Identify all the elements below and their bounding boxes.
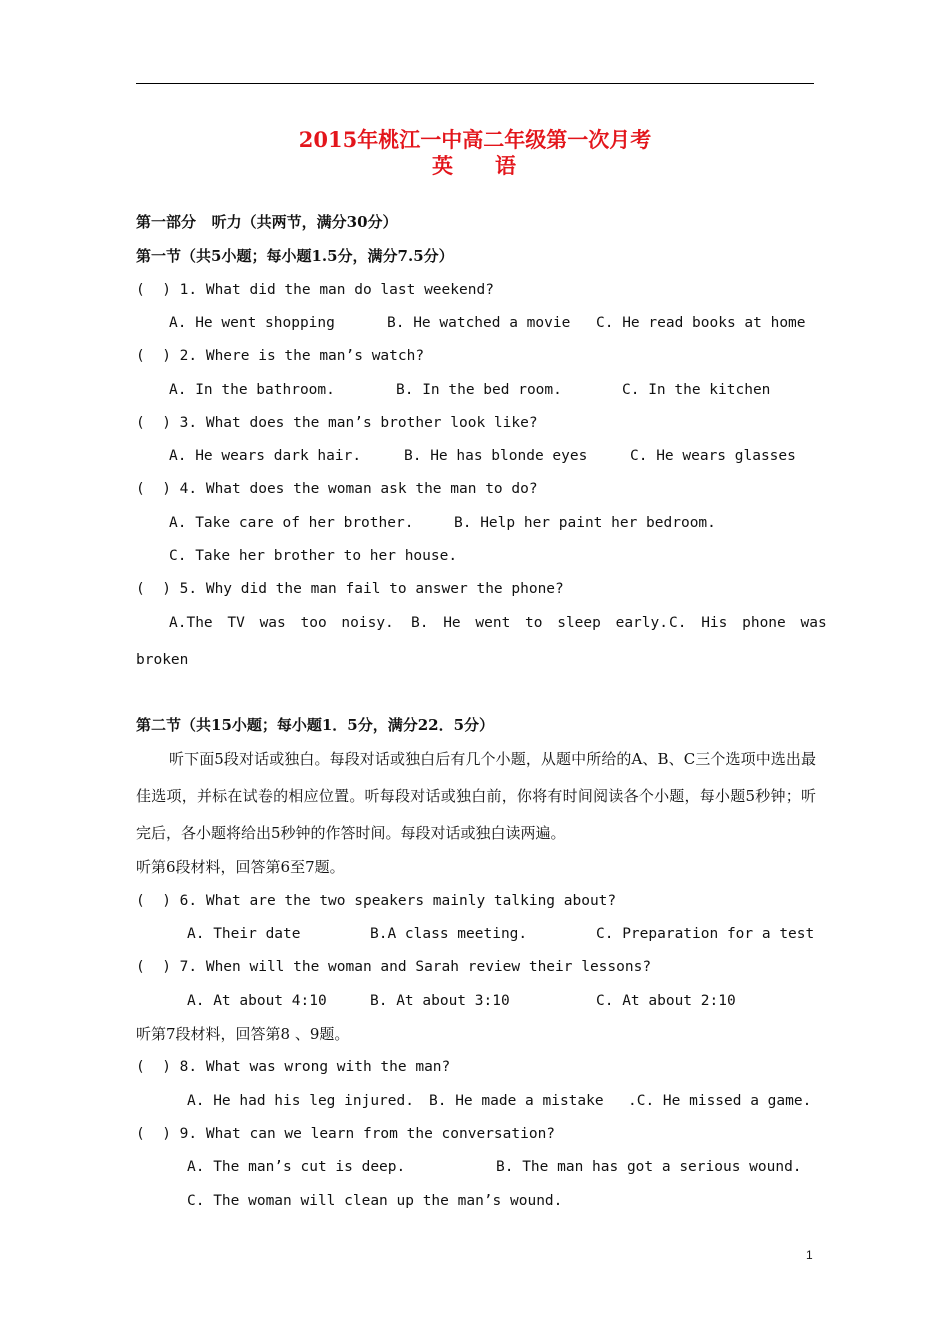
q1-option-b: B. He watched a movie — [387, 315, 571, 331]
material-6-label: 听第6段材料，回答第6至7题。 — [136, 858, 345, 876]
q1-option-a: A. He went shopping — [169, 315, 335, 331]
q4-option-a: A. Take care of her brother. — [169, 515, 414, 531]
q3-option-a: A. He wears dark hair. — [169, 448, 362, 464]
q5-option-a: A.The TV was too noisy. — [169, 615, 394, 631]
question-2: ( ) 2. Where is the man’s watch? — [136, 348, 425, 364]
question-6: ( ) 6. What are the two speakers mainly talking about? — [136, 893, 617, 909]
q9-option-b: B. The man has got a serious wound. — [496, 1159, 802, 1175]
question-4: ( ) 4. What does the woman ask the man to do? — [136, 481, 538, 497]
q7-option-a: A. At about 4:10 — [187, 993, 327, 1009]
q8-option-c: .C. He missed a game. — [628, 1093, 812, 1109]
exam-title: 2015年桃江一中高二年级第一次月考 — [298, 127, 652, 152]
q2-option-a: A. In the bathroom. — [169, 382, 335, 398]
q5-option-b: B. He went to sleep early. — [411, 615, 668, 631]
q4-option-b: B. Help her paint her bedroom. — [454, 515, 716, 531]
q7-option-c: C. At about 2:10 — [596, 993, 736, 1009]
question-9: ( ) 9. What can we learn from the conversation? — [136, 1126, 556, 1142]
header-rule — [136, 83, 814, 84]
q5-option-c: C. His phone was — [669, 615, 827, 631]
section2-heading: 第二节（共15小题；每小题1．5分，满分22．5分） — [136, 716, 495, 734]
q8-option-a: A. He had his leg injured. — [187, 1093, 414, 1109]
material-7-label: 听第7段材料，回答第8 、9题。 — [136, 1025, 350, 1043]
q6-option-a: A. Their date — [187, 926, 301, 942]
q9-option-c: C. The woman will clean up the man’s wound. — [187, 1193, 563, 1209]
part1-heading: 第一部分 听力（共两节，满分30分） — [136, 213, 398, 231]
question-5: ( ) 5. Why did the man fail to answer the phone? — [136, 581, 564, 597]
q1-option-c: C. He read books at home — [596, 315, 806, 331]
q5-option-c-wrap: broken — [136, 652, 189, 668]
q6-option-c: C. Preparation for a test — [596, 926, 815, 942]
q6-option-b: B.A class meeting. — [370, 926, 528, 942]
question-7: ( ) 7. When will the woman and Sarah review their lessons? — [136, 959, 652, 975]
section1-heading: 第一节（共5小题；每小题1.5分，满分7.5分） — [136, 247, 454, 265]
q3-option-b: B. He has blonde eyes — [404, 448, 588, 464]
q4-option-c: C. Take her brother to her house. — [169, 548, 458, 564]
q7-option-b: B. At about 3:10 — [370, 993, 510, 1009]
q2-option-b: B. In the bed room. — [396, 382, 562, 398]
subject-title: 英 语 — [432, 153, 518, 178]
question-8: ( ) 8. What was wrong with the man? — [136, 1059, 451, 1075]
page-number: 1 — [806, 1248, 813, 1262]
q2-option-c: C. In the kitchen — [622, 382, 771, 398]
question-1: ( ) 1. What did the man do last weekend? — [136, 282, 494, 298]
q3-option-c: C. He wears glasses — [630, 448, 796, 464]
q8-option-b: B. He made a mistake — [429, 1093, 604, 1109]
section2-instructions: 听下面5段对话或独白。每段对话或独白后有几个小题，从题中所给的A、B、C三个选项中选出最佳选项，并标在试卷的相应位置。听每段对话或独白前，你将有时间阅读各个小题，每小题5秒钟；听完后，各小题将给出5秒钟的作答时间。每段对话或独白读两遍。 — [136, 750, 816, 842]
q9-option-a: A. The man’s cut is deep. — [187, 1159, 406, 1175]
question-3: ( ) 3. What does the man’s brother look like? — [136, 415, 538, 431]
